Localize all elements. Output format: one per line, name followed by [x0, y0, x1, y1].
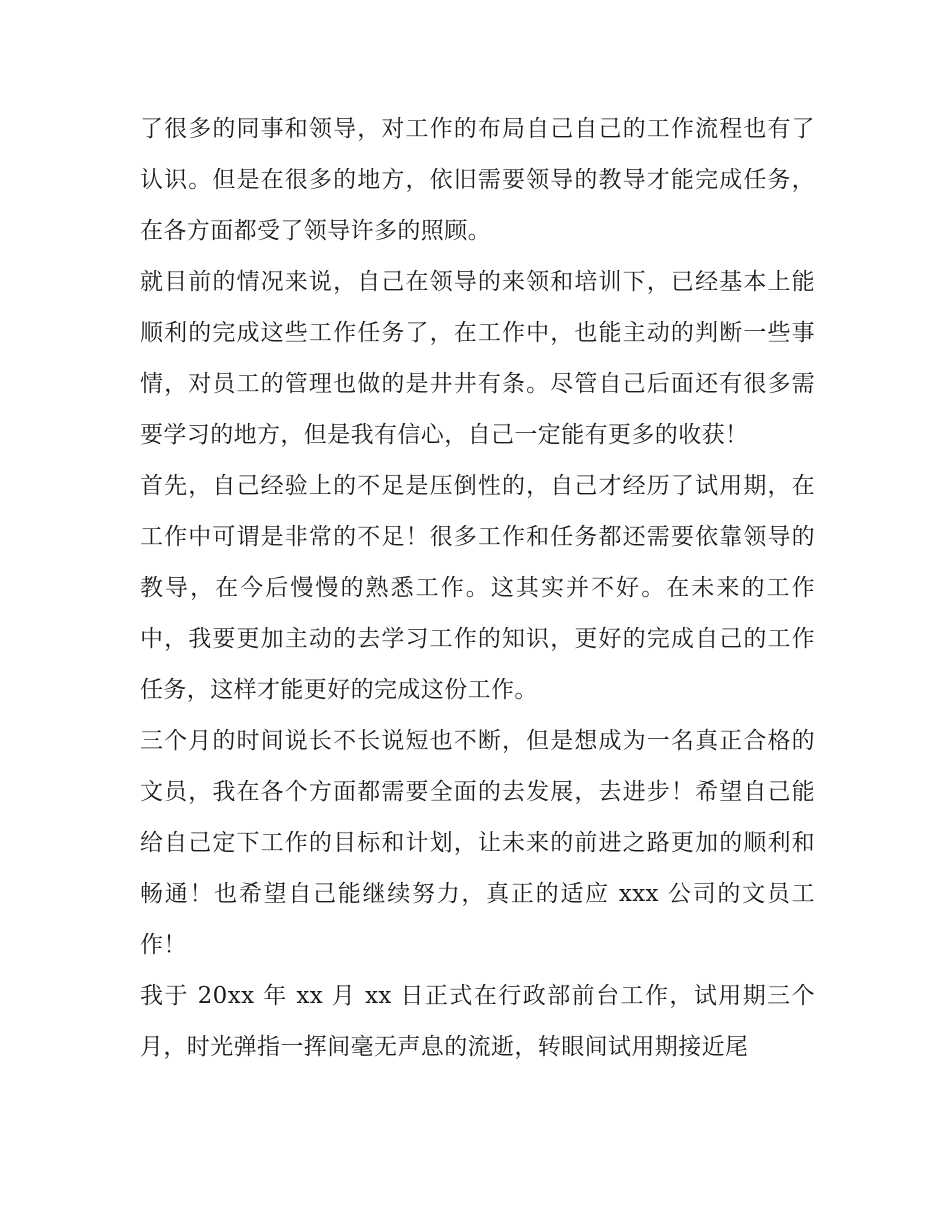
paragraph-4: 三个月的时间说长不长说短也不断，但是想成为一名真正合格的文员，我在各个方面都需要全面的去发展，去进步！希望自己能给自己定下工作的目标和计划，让未来的前进之路更加的顺利和畅通！也希望自己能继续努力，真正的适应 xxx 公司的文员工作！ [140, 728, 815, 958]
document-body [140, 104, 815, 1073]
paragraph-2: 就目前的情况来说，自己在领导的来领和培训下，已经基本上能顺利的完成这些工作任务了，在工作中，也能主动的判断一些事情，对员工的管理也做的是井井有条。尽管自己后面还有很多需要学习的地方，但是我有信心，自己一定能有更多的收获！ [140, 269, 815, 448]
paragraph-3: 首先，自己经验上的不足是压倒性的，自己才经历了试用期，在工作中可谓是非常的不足！很多工作和任务都还需要依靠领导的教导，在今后慢慢的熟悉工作。这其实并不好。在未来的工作中，我要更加主动的去学习工作的知识，更好的完成自己的工作任务，这样才能更好的完成这份工作。 [140, 473, 815, 703]
paragraph-5: 我于 20xx 年 xx 月 xx 日正式在行政部前台工作，试用期三个月，时光弹指一挥间毫无声息的流逝，转眼间试用期接近尾 [140, 983, 815, 1060]
paragraph-1: 了很多的同事和领导，对工作的布局自己自己的工作流程也有了认识。但是在很多的地方，依旧需要领导的教导才能完成任务，在各方面都受了领导许多的照顾。 [140, 116, 815, 244]
